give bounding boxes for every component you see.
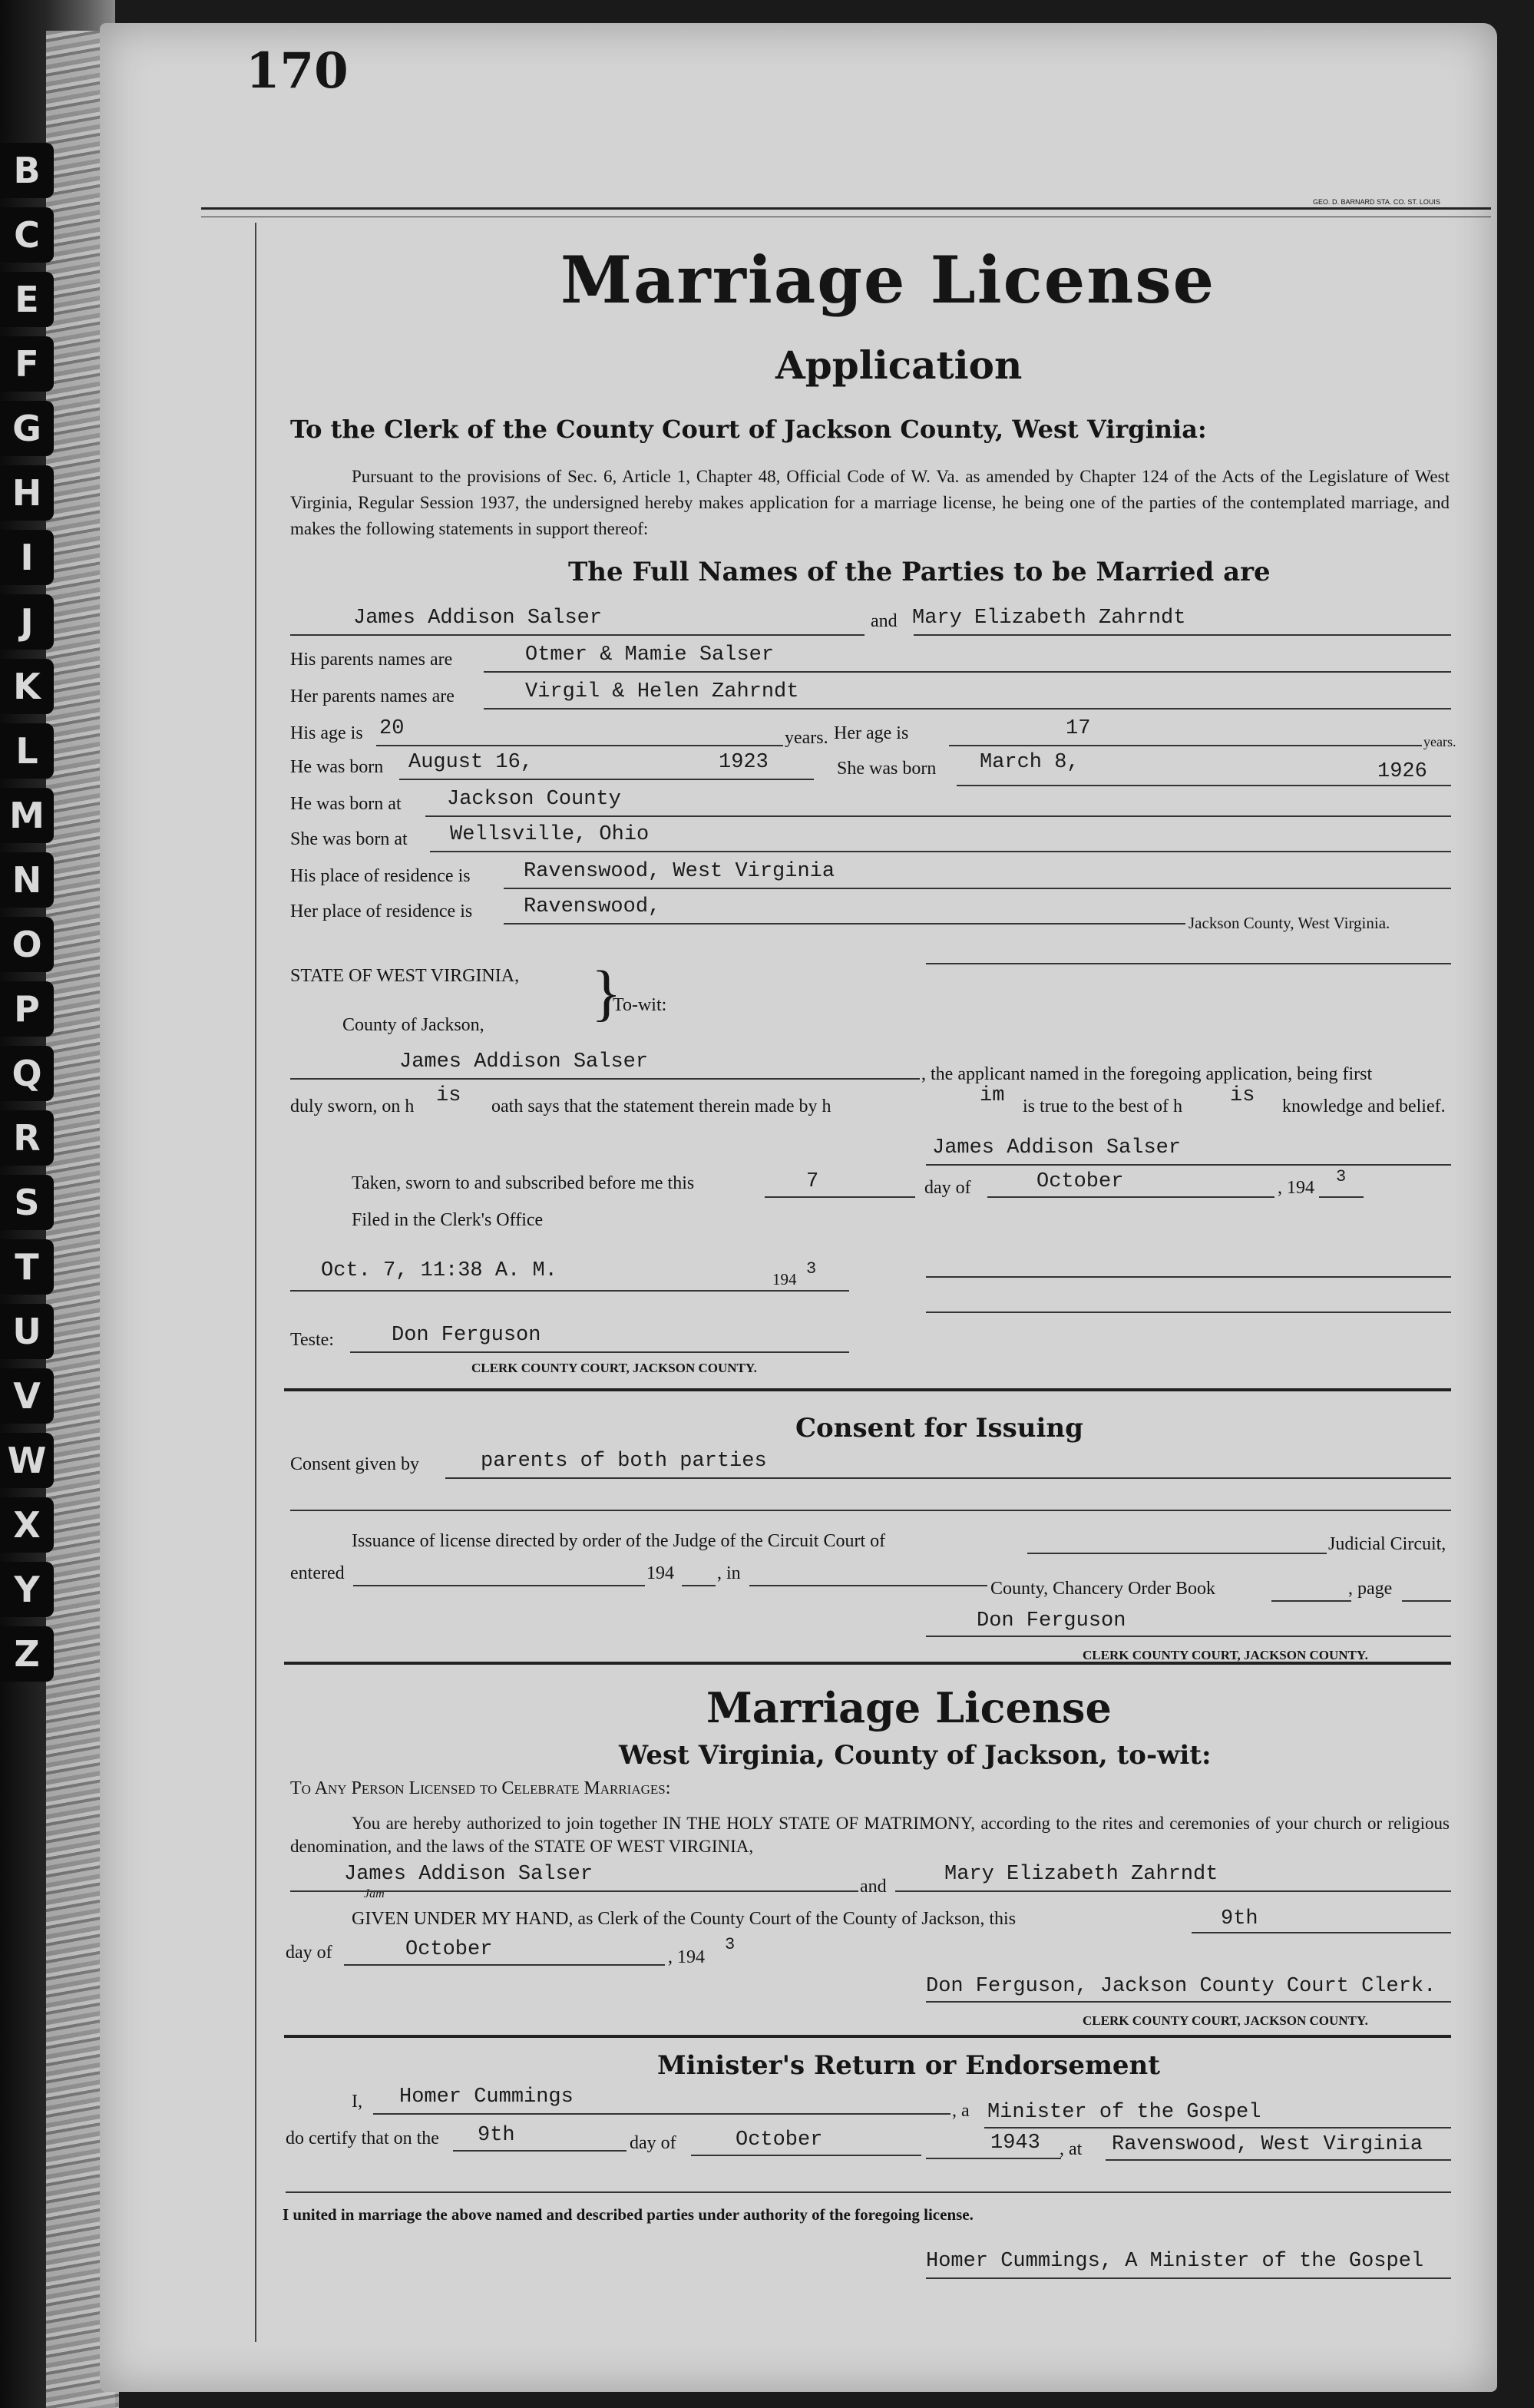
minister-place-line [1106, 2159, 1451, 2161]
index-tab[interactable]: U [0, 1304, 54, 1359]
consent-given-label: Consent given by [290, 1454, 419, 1474]
blank-line-3 [926, 1312, 1451, 1313]
pronoun-3: is [1230, 1084, 1255, 1107]
consent-heading: Consent for Issuing [795, 1413, 1083, 1444]
pronoun-1: is [436, 1084, 461, 1107]
her-residence-line [504, 923, 1185, 925]
index-tab[interactable]: Y [0, 1562, 54, 1617]
preamble-text: Pursuant to the provisions of Sec. 6, Article 1, Chapter 48, Official Code of W. Va. as amended by Chapter 124 of the Acts of the Legislature of West Virginia, Regular Session 1937, the undersigned hereby makes application for a marriage license, he being one of the parties of the contemplated marriage, and makes the following statements in support thereof: [290, 467, 1450, 538]
minister-a-label: , a [952, 2101, 970, 2121]
his-residence: Ravenswood, West Virginia [524, 860, 835, 883]
oath-says: oath says that the statement therein made by h [491, 1096, 831, 1116]
index-tab[interactable]: N [0, 852, 54, 908]
teste-label: Teste: [290, 1330, 334, 1350]
he-born-at-line [425, 815, 1451, 817]
margin-rule [255, 223, 256, 2342]
minister-month: October [736, 2128, 823, 2152]
oath-state: STATE OF WEST VIRGINIA, [290, 966, 520, 986]
index-tab[interactable]: C [0, 207, 54, 263]
application-title: Marriage License [560, 242, 1216, 318]
minister-signature-line [926, 2277, 1451, 2279]
license-clerk-caption: CLERK COUNTY COURT, JACKSON COUNTY. [1083, 2013, 1368, 2028]
index-tab[interactable]: E [0, 272, 54, 327]
his-parents-label: His parents names are [290, 650, 453, 670]
her-residence-label: Her place of residence is [290, 901, 473, 921]
bride-name-line [914, 634, 1451, 636]
her-parents: Virgil & Helen Zahrndt [525, 680, 799, 703]
index-tab[interactable]: X [0, 1497, 54, 1553]
she-born-date: March 8, [980, 751, 1079, 774]
oath-day-of: day of [924, 1178, 971, 1198]
he-born-line [399, 779, 814, 780]
her-age-label: Her age is [834, 723, 909, 743]
minister-title-line [984, 2127, 1451, 2128]
printer-imprint: GEO. D. BARNARD STA. CO. ST. LOUIS [1313, 198, 1440, 206]
her-residence: Ravenswood, [524, 895, 661, 918]
filed-label: Filed in the Clerk's Office [352, 1210, 544, 1230]
index-tab[interactable]: F [0, 336, 54, 392]
she-born-at-label: She was born at [290, 829, 408, 849]
page-number: 170 [246, 42, 349, 100]
consent-given-by: parents of both parties [481, 1450, 767, 1473]
minister-i-label: I, [352, 2092, 362, 2112]
minister-heading: Minister's Return or Endorsement [657, 2050, 1160, 2081]
oath-month: October [1036, 1170, 1124, 1193]
page-label: , page [1348, 1579, 1393, 1599]
license-subtitle: West Virginia, County of Jackson, to-wit: [619, 1740, 1212, 1771]
oath-county: County of Jackson, [342, 1015, 484, 1035]
he-born-label: He was born [290, 757, 384, 777]
minister-day-of: day of [630, 2133, 676, 2153]
index-tab[interactable]: W [0, 1433, 54, 1488]
consent-line [445, 1477, 1451, 1479]
oath-year-line [1319, 1196, 1364, 1198]
his-age-line [376, 745, 783, 746]
given-under: GIVEN UNDER MY HAND, as Clerk of the County Court of the County of Jackson, this [352, 1909, 1017, 1929]
license-clerk-signature: Don Ferguson, Jackson County Court Clerk. [926, 1975, 1436, 1998]
filed-year-prefix: 194 [772, 1270, 797, 1288]
he-born-year: 1923 [719, 751, 769, 774]
consent-line-2 [290, 1510, 1451, 1511]
oath-brace: } [591, 958, 622, 1027]
license-groom-name: James Addison Salser [344, 1863, 593, 1886]
years-label-2: years. [1423, 734, 1456, 749]
license-month: October [405, 1938, 493, 1961]
issuance-text: Issuance of license directed by order of the Judge of the Circuit Court of [352, 1531, 886, 1551]
index-tab[interactable]: B [0, 143, 54, 198]
minister-year: 1943 [990, 2132, 1040, 2155]
he-born-at-label: He was born at [290, 794, 402, 814]
years-label-1: years. [785, 728, 828, 748]
top-rule [201, 207, 1491, 210]
her-parents-line [484, 708, 1451, 710]
to-clerk-line: To the Clerk of the County Court of Jackson County, West Virginia: [290, 415, 1207, 444]
he-born-at: Jackson County [447, 788, 621, 811]
license-clerk-line [926, 2001, 1451, 2003]
index-tab[interactable]: V [0, 1368, 54, 1424]
authorized-text: You are hereby authorized to join together IN THE HOLY STATE OF MATRIMONY, according to the rites and ceremonies of your church or religious denomination, and the laws of the STATE OF WEST VIRGINIA, [290, 1814, 1450, 1856]
index-tab[interactable]: O [0, 917, 54, 972]
index-tab[interactable]: Q [0, 1046, 54, 1101]
oath-signature: James Addison Salser [932, 1136, 1182, 1159]
she-born-at: Wellsville, Ohio [450, 823, 650, 846]
entered-line [353, 1585, 645, 1586]
index-tab[interactable]: G [0, 401, 54, 456]
index-tab[interactable]: Z [0, 1626, 54, 1682]
index-tab[interactable]: L [0, 723, 54, 779]
license-and-label: and [860, 1877, 887, 1897]
index-tab[interactable]: J [0, 594, 54, 650]
consent-clerk-name: Don Ferguson [977, 1609, 1126, 1632]
oath-year-prefix: , 194 [1278, 1178, 1314, 1198]
oath-month-line [987, 1196, 1274, 1198]
minister-day-line [453, 2150, 626, 2152]
section-divider-2 [284, 1662, 1451, 1665]
pronoun-2: im [980, 1084, 1005, 1107]
license-groom-line [290, 1890, 858, 1892]
oath-applicant-name: James Addison Salser [399, 1050, 649, 1073]
minister-place: Ravenswood, West Virginia [1112, 2133, 1423, 2156]
to-any-person: To Any Person Licensed to Celebrate Marriages: [290, 1778, 671, 1798]
index-tab[interactable]: P [0, 981, 54, 1037]
page-line [1402, 1600, 1451, 1602]
oath-year-suffix: 3 [1336, 1167, 1347, 1186]
entered-year-line [682, 1585, 716, 1586]
her-parents-label: Her parents names are [290, 686, 455, 706]
in-line [749, 1585, 987, 1586]
her-age: 17 [1066, 717, 1091, 740]
filed-datetime: Oct. 7, 11:38 A. M. [321, 1259, 557, 1282]
index-tab[interactable]: S [0, 1175, 54, 1230]
license-day-of: day of [286, 1943, 332, 1963]
entered-year: 194 [646, 1563, 674, 1583]
application-subtitle: Application [775, 342, 1023, 388]
chancery-line [1271, 1600, 1351, 1602]
index-tab[interactable]: I [0, 530, 54, 585]
she-born-at-line [430, 851, 1451, 852]
entered-label: entered [290, 1563, 345, 1583]
minister-title: Minister of the Gospel [987, 2101, 1261, 2124]
groom-name: James Addison Salser [353, 607, 603, 630]
his-residence-line [504, 888, 1451, 889]
he-born-date: August 16, [408, 751, 534, 774]
index-tabs [0, 143, 54, 1691]
minister-day: 9th [478, 2124, 515, 2147]
teste-line [350, 1351, 849, 1353]
license-year-prefix: , 194 [668, 1947, 705, 1967]
chancery-label: County, Chancery Order Book [990, 1579, 1216, 1599]
her-age-line [949, 745, 1422, 746]
his-parents-line [484, 671, 1451, 673]
license-day: 9th [1221, 1907, 1258, 1930]
his-residence-label: His place of residence is [290, 866, 471, 886]
minister-at-label: , at [1060, 2139, 1083, 2159]
oath-signature-line [926, 1164, 1451, 1166]
minister-name: Homer Cummings [399, 2086, 574, 2109]
blank-line-2 [926, 1276, 1451, 1278]
united-text: I united in marriage the above named and described parties under authority of the foregoing license. [283, 2205, 974, 2224]
oath-day-line [765, 1196, 915, 1198]
his-parents: Otmer & Mamie Salser [525, 643, 775, 666]
is-true: is true to the best of h [1023, 1096, 1182, 1116]
license-bride-name: Mary Elizabeth Zahrndt [944, 1863, 1218, 1886]
certify-label: do certify that on the [286, 2128, 439, 2148]
license-month-line [344, 1964, 665, 1966]
section-divider-3 [284, 2035, 1451, 2038]
his-age: 20 [379, 717, 405, 740]
oath-applicant-line [290, 1078, 920, 1080]
index-tab[interactable]: M [0, 788, 54, 843]
oath-to-wit: To-wit: [613, 995, 667, 1015]
license-annotation: Jam [364, 1887, 385, 1900]
taken-sworn: Taken, sworn to and subscribed before me this [352, 1173, 695, 1193]
duly-sworn: duly sworn, on h [290, 1096, 415, 1116]
section-divider-1 [284, 1388, 1451, 1391]
minister-signature: Homer Cummings, A Minister of the Gospel [926, 2250, 1424, 2273]
consent-clerk-line [926, 1636, 1451, 1637]
minister-blank-line [286, 2191, 1451, 2193]
she-born-line [957, 785, 1451, 786]
filed-line [290, 1290, 849, 1292]
blank-line-1 [926, 963, 1451, 964]
minister-year-line [926, 2158, 1061, 2159]
oath-day: 7 [806, 1170, 819, 1193]
filed-year-suffix: 3 [806, 1259, 817, 1278]
license-bride-line [895, 1890, 1451, 1892]
index-tab[interactable]: R [0, 1110, 54, 1166]
and-label: and [871, 611, 898, 631]
minister-month-line [691, 2155, 921, 2156]
index-tab[interactable]: T [0, 1239, 54, 1295]
issuance-line [1027, 1553, 1327, 1554]
license-day-line [1192, 1932, 1451, 1933]
oath-applicant-text: , the applicant named in the foregoing application, being first [921, 1064, 1373, 1084]
license-title: Marriage License [706, 1683, 1112, 1732]
consent-clerk-caption: CLERK COUNTY COURT, JACKSON COUNTY. [1083, 1648, 1368, 1662]
bride-name: Mary Elizabeth Zahrndt [912, 607, 1186, 630]
she-born-label: She was born [837, 759, 937, 779]
groom-name-line [290, 634, 865, 636]
oath-clerk-caption: CLERK COUNTY COURT, JACKSON COUNTY. [471, 1361, 757, 1375]
judicial-circuit: Judicial Circuit, [1328, 1534, 1446, 1554]
oath-clerk-name: Don Ferguson [392, 1324, 541, 1347]
index-tab[interactable]: K [0, 659, 54, 714]
knowledge: knowledge and belief. [1282, 1096, 1446, 1116]
his-age-label: His age is [290, 723, 363, 743]
she-born-year: 1926 [1377, 760, 1427, 783]
license-year-suffix: 3 [725, 1935, 736, 1954]
names-heading: The Full Names of the Parties to be Married are [568, 557, 1271, 587]
in-label: , in [717, 1563, 741, 1583]
jackson-county-wv: Jackson County, West Virginia. [1189, 914, 1390, 932]
index-tab[interactable]: H [0, 465, 54, 521]
minister-name-line [373, 2113, 950, 2115]
